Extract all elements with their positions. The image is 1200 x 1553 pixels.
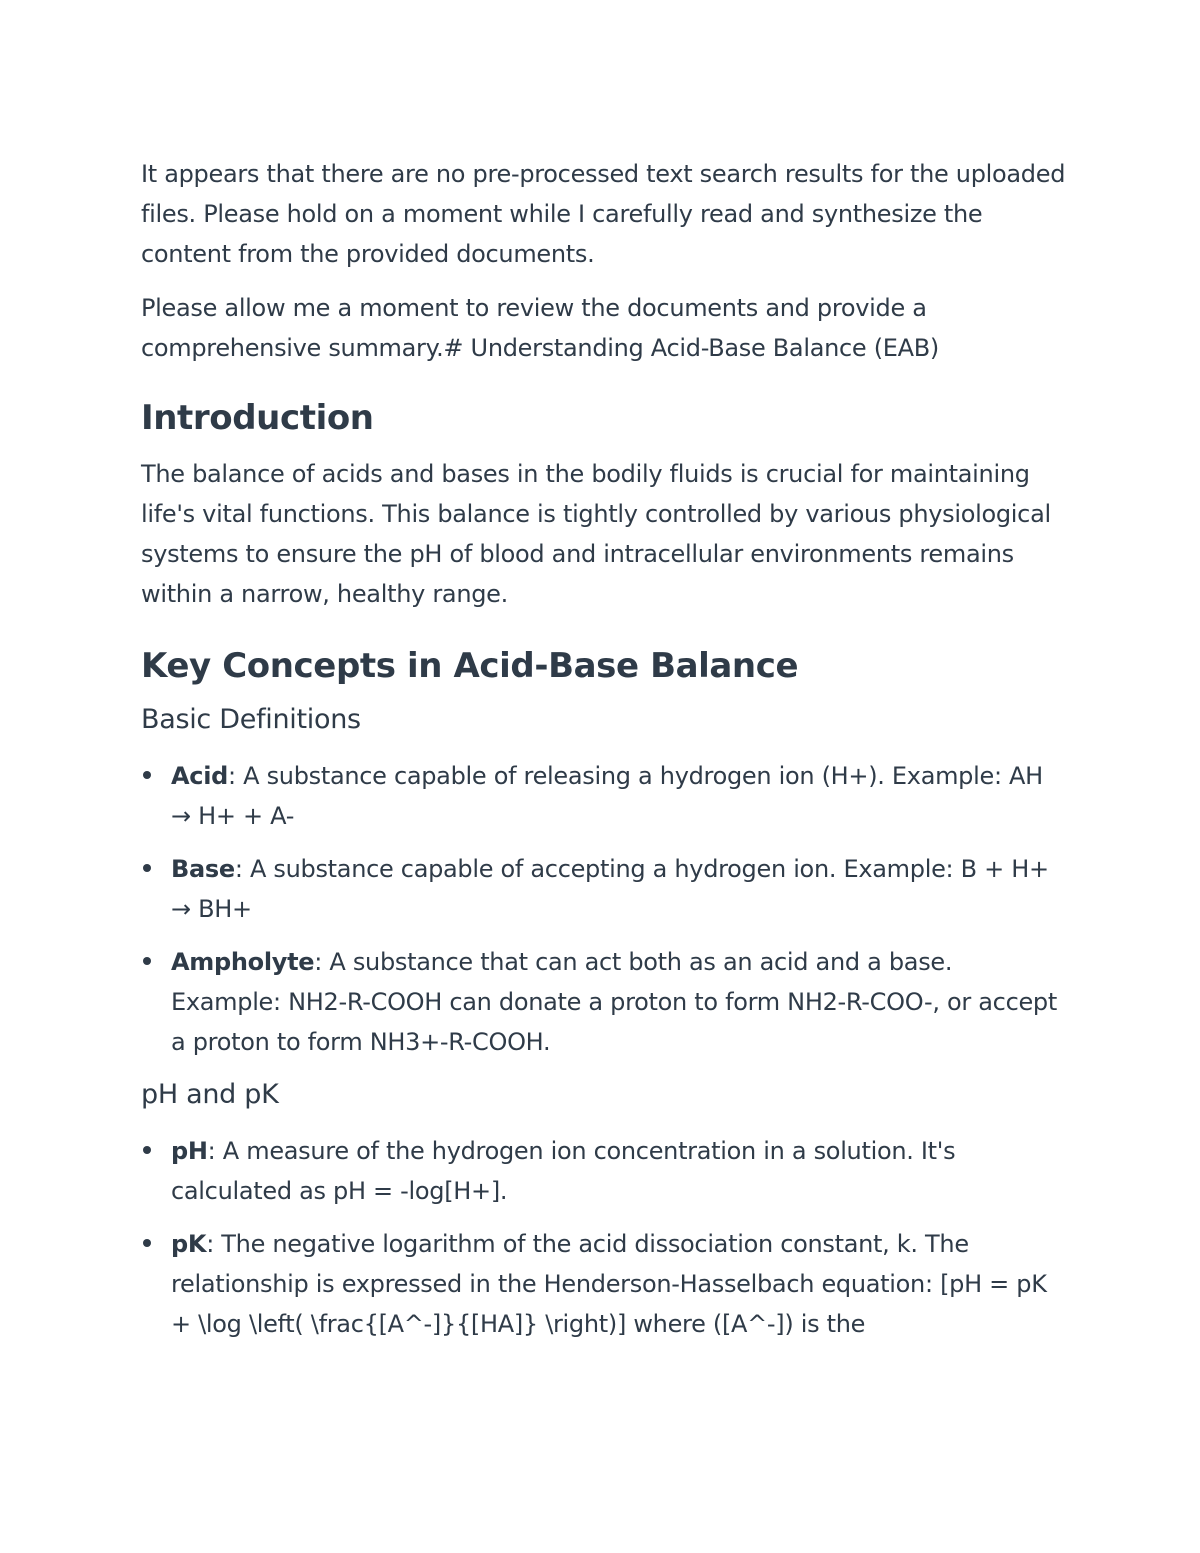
definition-text: : A substance capable of releasing a hydrogen ion (H+). Example: AH → H+ + A- — [171, 762, 1043, 830]
bullet-icon — [143, 864, 151, 872]
bullet-icon — [143, 771, 151, 779]
introduction-paragraph: The balance of acids and bases in the bodily fluids is crucial for maintaining life's vital functions. This balance is tightly controlled by various physiological systems to ensure the pH of blood and intracellular environments remains within a narrow, healthy range. — [141, 460, 1051, 608]
list-item — [141, 942, 1066, 1062]
definition-text: : A substance that can act both as an acid and a base. Example: NH2-R-COOH can donate a proton to form NH2-R-COO-, or accept a proton to form NH3+-R-COOH. — [171, 948, 1057, 1056]
definition-text: : A substance capable of accepting a hydrogen ion. Example: B + H+ → BH+ — [171, 855, 1049, 923]
list-item — [141, 849, 1066, 929]
document-page — [141, 154, 1066, 1357]
definition-text: : A measure of the hydrogen ion concentration in a solution. It's calculated as pH = -log[H+]. — [171, 1137, 956, 1205]
bullet-icon — [143, 957, 151, 965]
bullet-icon — [143, 1239, 151, 1247]
bullet-icon — [143, 1146, 151, 1154]
intro-paragraph-2: Please allow me a moment to review the documents and provide a comprehensive summary.# Understanding Acid-Base Balance (EAB) — [141, 294, 939, 362]
introduction-heading: Introduction — [141, 398, 374, 438]
term-ph: pH — [171, 1137, 208, 1165]
ph-pk-heading: pH and pK — [141, 1079, 279, 1110]
basic-definitions-heading: Basic Definitions — [141, 704, 361, 735]
term-base: Base — [171, 855, 235, 883]
key-concepts-heading: Key Concepts in Acid-Base Balance — [141, 646, 799, 686]
term-ampholyte: Ampholyte — [171, 948, 315, 976]
list-item — [141, 1131, 1066, 1211]
term-pk: pK — [171, 1230, 207, 1258]
ph-pk-list — [141, 1131, 1066, 1344]
definition-text: : The negative logarithm of the acid dissociation constant, k. The relationship is expressed in the Henderson-Hasselbach equation: [pH = pK + \log \left( \frac{[A^-]}{[HA]} \right)] where ([A^-]) is the — [171, 1230, 1047, 1338]
term-acid: Acid — [171, 762, 229, 790]
list-item — [141, 1224, 1066, 1344]
basic-definitions-list — [141, 756, 1066, 1062]
intro-paragraph-1: It appears that there are no pre-processed text search results for the uploaded files. Please hold on a moment while I carefully read and synthesize the content from the provided documents. — [141, 160, 1066, 268]
list-item — [141, 756, 1066, 836]
